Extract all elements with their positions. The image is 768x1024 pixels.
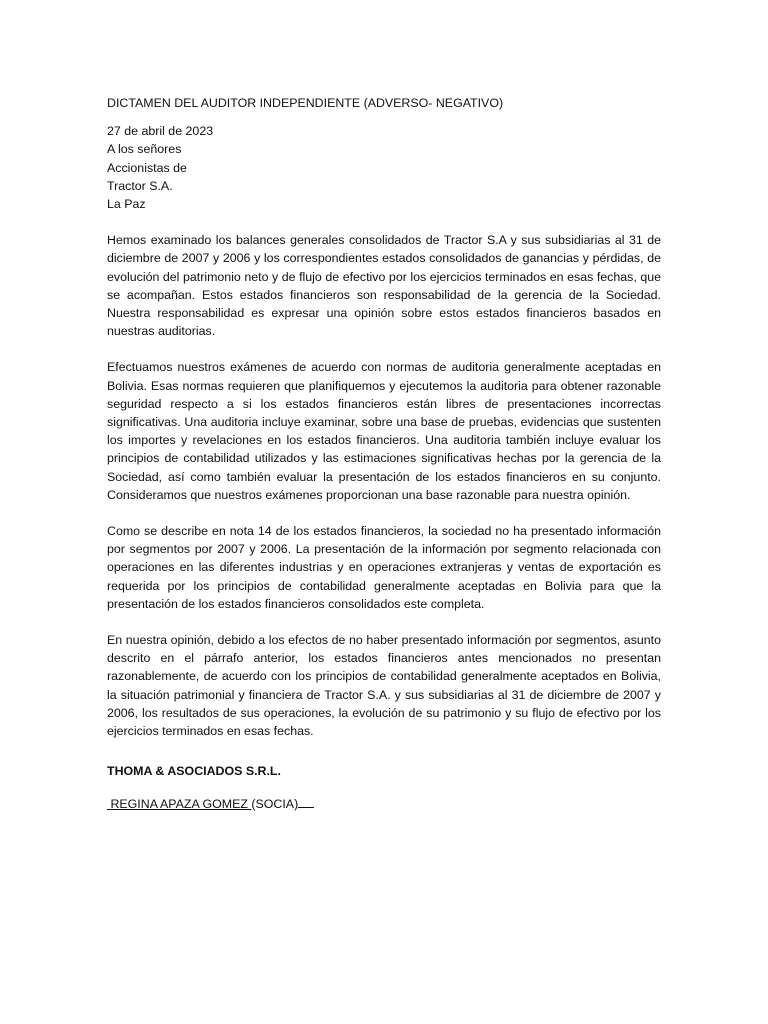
recipient-line-salutation: A los señores [107,142,182,157]
recipient-line-shareholders: Accionistas de [107,160,187,175]
signatory-name [107,797,251,811]
address-block [107,122,661,213]
signature-line [107,794,661,813]
document-title: DICTAMEN DEL AUDITOR INDEPENDIENTE (ADVERSO- NEGATIVO) [107,96,504,110]
signatory-name-text: REGINA APAZA GOMEZ [110,797,248,812]
signature-blank [298,794,314,808]
paragraph-adverse-opinion: En nuestra opinión, debido a los efectos de no haber presentado información por segmentos, asunto descrito en el párrafo anterior, los estados financieros antes mencionados no presentan razonablemente, de acuerdo con los principios de contabilidad generalmente aceptados en Bolivia, la situación patrimonial y financiera de Tractor S.A. y sus subsidiarias al 31 de diciembre de 2007 y 2006, los resultados de sus operaciones, la evolución de su patrimonio y su flujo de efectivo por los ejercicios terminados en esas fechas. [107,633,661,739]
firm-name: THOMA & ASOCIADOS S.R.L. [107,764,281,779]
recipient-line-company: Tractor S.A. [107,178,173,193]
paragraph-scope: Hemos examinado los balances generales consolidados de Tractor S.A y sus subsidiarias al 31 de diciembre de 2007 y 2006 y los correspondientes estados consolidados de ganancias y pérdidas, de evolución del patrimonio neto y de flujo de efectivo por los ejercicios terminados en esas fechas, que se acompañan. Estos estados financieros son responsabilidad de la gerencia de la Sociedad. Nuestra responsabilidad es expresar una opinión sobre estos estados financieros basados en nuestras auditorias. [107,233,661,339]
recipient-line-city: La Paz [107,196,146,211]
report-date: 27 de abril de 2023 [107,124,214,139]
paragraph-basis-for-adverse-opinion: Como se describe en nota 14 de los estados financieros, la sociedad no ha presentado información por segmentos por 2007 y 2006. La presentación de la información por segmento relacionada con operaciones en las diferentes industrias y en operaciones extranjeras y ventas de exportación es requerida por los principios de contabilidad generalmente aceptadas en Bolivia para que la presentación de los estados financieros consolidados este completa. [107,523,661,611]
paragraph-standards: Efectuamos nuestros exámenes de acuerdo con normas de auditoria generalmente aceptadas en Bolivia. Esas normas requieren que planifiquemos y ejecutemos la auditoria para obtener razonable seguridad respecto a si los estados financieros están libres de presentaciones incorrectas significativas. Una auditoria incluye examinar, sobre una base de pruebas, evidencias que sustenten los importes y revelaciones en los estados financieros. Una auditoria también incluye evaluar los principios de contabilidad utilizados y las estimaciones significativas hechas por la gerencia de la Sociedad, así como también evaluar la presentación de los estados financieros en su conjunto. Consideramos que nuestros exámenes proporcionan una base razonable para nuestra opinión. [107,360,661,502]
audit-report-document [107,94,661,814]
signatory-role: (SOCIA) [251,797,299,812]
